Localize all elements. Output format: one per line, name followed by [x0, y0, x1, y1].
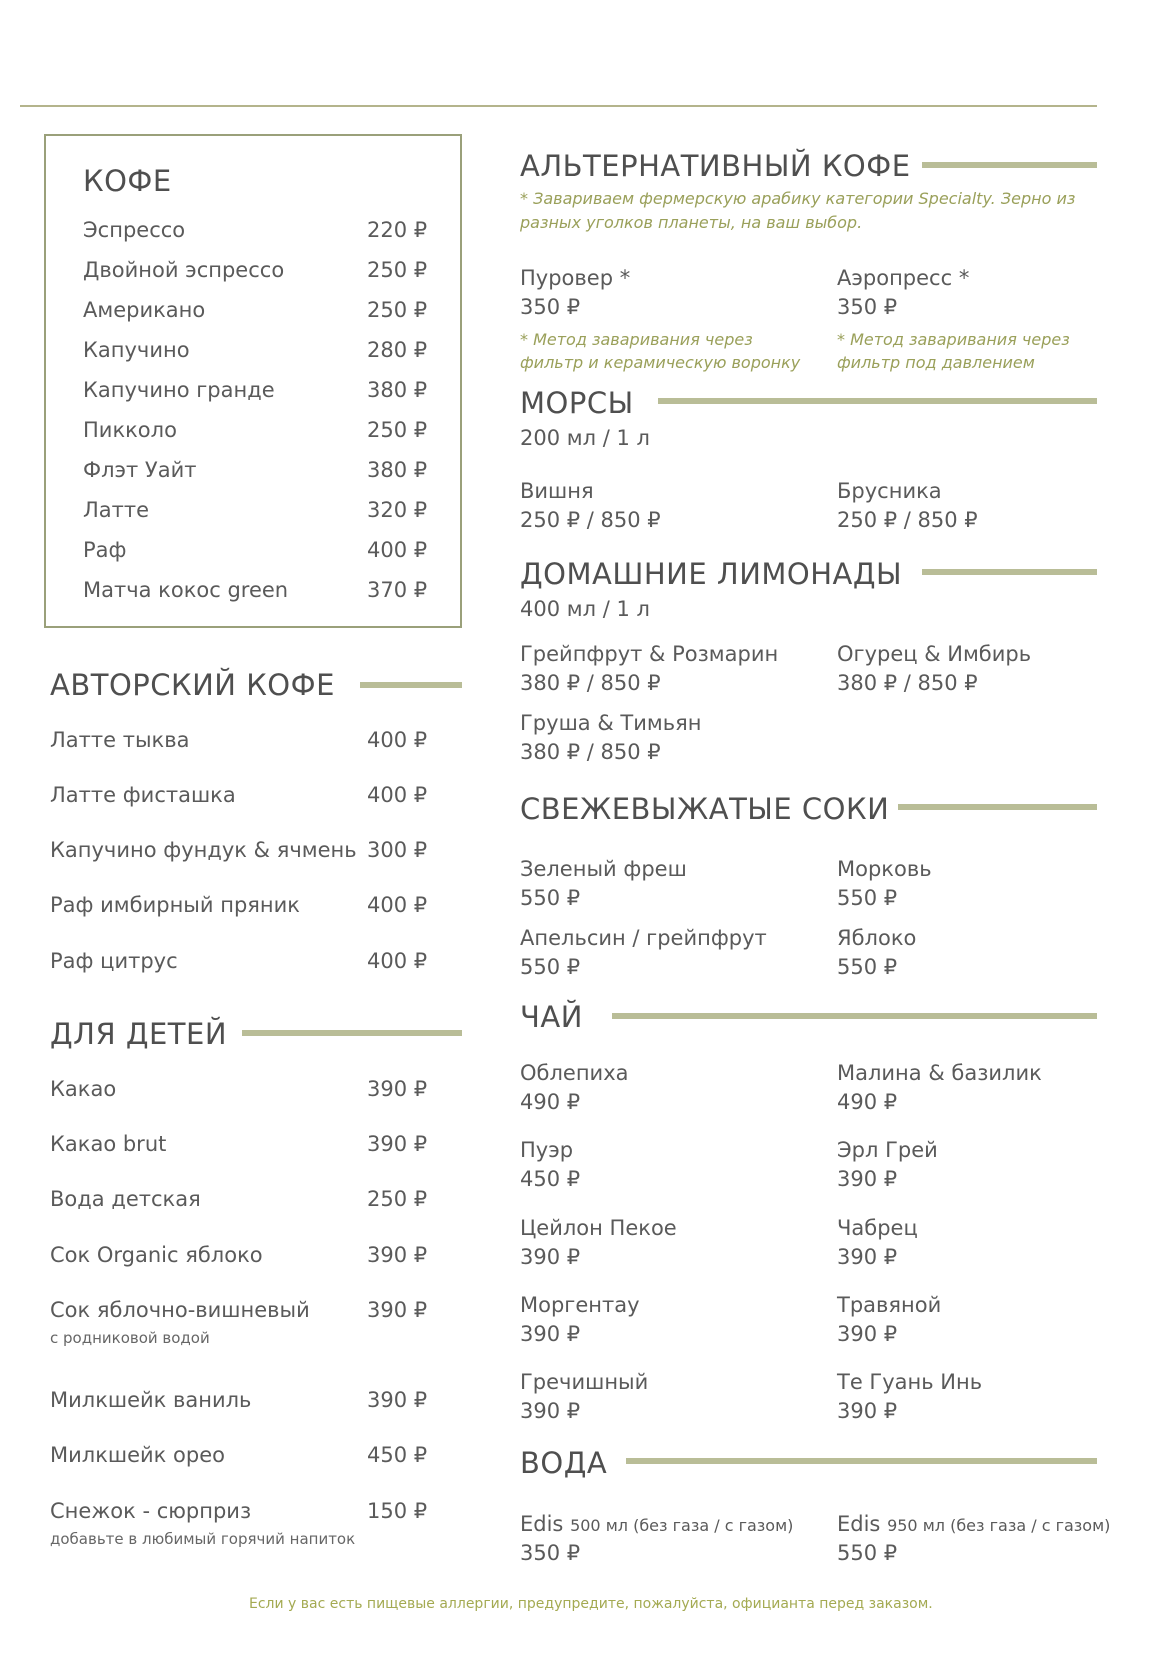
coffee-item-name: Латте [83, 498, 150, 522]
lemonade-item-price: 380 ₽ / 850 ₽ [520, 740, 661, 764]
juice-item-name: Морковь [837, 857, 932, 881]
lemonade-item-name: Груша & Тимьян [520, 711, 702, 735]
kids-item-name: Милкшейк ваниль [50, 1388, 252, 1412]
coffee-title: КОФЕ [83, 164, 172, 198]
tea-item-price: 450 ₽ [520, 1167, 581, 1191]
mors-volume: 200 мл / 1 л [520, 426, 650, 450]
lemonades-title: ДОМАШНИЕ ЛИМОНАДЫ [520, 557, 903, 591]
water-item [520, 1512, 793, 1536]
kids-item-name: Вода детская [50, 1187, 201, 1211]
water-item-price: 550 ₽ [837, 1541, 898, 1565]
tea-item-name: Те Гуань Инь [837, 1370, 983, 1394]
coffee-item-name: Матча кокос green [83, 578, 289, 602]
tea-item-price: 390 ₽ [837, 1399, 898, 1423]
tea-item-name: Травяной [837, 1293, 942, 1317]
mors-item-name: Вишня [520, 479, 594, 503]
coffee-item-name: Двойной эспрессо [83, 258, 285, 282]
tea-item-price: 390 ₽ [837, 1322, 898, 1346]
tea-item-name: Облепиха [520, 1061, 629, 1085]
author-item-name: Раф имбирный пряник [50, 893, 300, 917]
kids-item-price: 250 ₽ [367, 1187, 428, 1211]
water-bar [626, 1458, 1097, 1464]
kids-item-price: 450 ₽ [367, 1443, 428, 1467]
coffee-item-price: 320 ₽ [367, 498, 428, 522]
kids-item-price: 390 ₽ [367, 1298, 428, 1322]
kids-item-name: Какао [50, 1077, 117, 1101]
tea-item-price: 390 ₽ [520, 1399, 581, 1423]
tea-item-name: Моргентау [520, 1293, 640, 1317]
kids-item-price: 390 ₽ [367, 1077, 428, 1101]
coffee-item-price: 280 ₽ [367, 338, 428, 362]
lemonade-item-price: 380 ₽ / 850 ₽ [837, 671, 978, 695]
coffee-item-price: 250 ₽ [367, 418, 428, 442]
author-coffee-bar [360, 682, 462, 688]
tea-item-name: Пуэр [520, 1138, 574, 1162]
coffee-item-price: 370 ₽ [367, 578, 428, 602]
alt-coffee-title: АЛЬТЕРНАТИВНЫЙ КОФЕ [520, 149, 911, 183]
coffee-item-name: Эспрессо [83, 218, 186, 242]
mors-title: МОРСЫ [520, 386, 634, 420]
alt-item-name: Аэропресс * [837, 266, 970, 290]
tea-item-name: Чабрец [837, 1216, 918, 1240]
alt-coffee-note: разных уголков планеты, на ваш выбор. [520, 213, 863, 232]
author-item-price: 400 ₽ [367, 783, 428, 807]
author-item-name: Раф цитрус [50, 949, 178, 973]
kids-bar [242, 1030, 462, 1036]
coffee-item-price: 380 ₽ [367, 458, 428, 482]
mors-item-price: 250 ₽ / 850 ₽ [520, 508, 661, 532]
coffee-item-price: 220 ₽ [367, 218, 428, 242]
coffee-item-price: 380 ₽ [367, 378, 428, 402]
kids-item-name: Сок Organic яблоко [50, 1243, 263, 1267]
mors-item-price: 250 ₽ / 850 ₽ [837, 508, 978, 532]
juice-item-name: Апельсин / грейпфрут [520, 926, 767, 950]
coffee-item-price: 250 ₽ [367, 258, 428, 282]
lemonade-item-name: Грейпфрут & Розмарин [520, 642, 779, 666]
tea-item-name: Малина & базилик [837, 1061, 1042, 1085]
alt-item-note: фильтр и керамическую воронку [520, 353, 801, 372]
alt-item-note: * Метод заваривания через [520, 330, 753, 349]
kids-title: ДЛЯ ДЕТЕЙ [50, 1017, 228, 1051]
water-title: ВОДА [520, 1446, 608, 1480]
coffee-item-name: Американо [83, 298, 206, 322]
water-item-detail: 950 мл (без газа / с газом) [887, 1516, 1111, 1535]
mors-item-name: Брусника [837, 479, 942, 503]
tea-item-name: Эрл Грей [837, 1138, 938, 1162]
water-item-price: 350 ₽ [520, 1541, 581, 1565]
lemonade-item-name: Огурец & Имбирь [837, 642, 1032, 666]
coffee-item-name: Флэт Уайт [83, 458, 197, 482]
alt-item-note: * Метод заваривания через [837, 330, 1070, 349]
tea-item-name: Гречишный [520, 1370, 649, 1394]
alt-item-note: фильтр под давлением [837, 353, 1035, 372]
coffee-item-price: 400 ₽ [367, 538, 428, 562]
mors-bar [658, 398, 1097, 404]
author-item-price: 400 ₽ [367, 949, 428, 973]
kids-item-price: 150 ₽ [367, 1499, 428, 1523]
tea-item-price: 490 ₽ [837, 1090, 898, 1114]
author-item-price: 400 ₽ [367, 893, 428, 917]
juice-item-name: Зеленый фреш [520, 857, 687, 881]
juice-item-price: 550 ₽ [837, 955, 898, 979]
kids-item-name: Милкшейк орео [50, 1443, 225, 1467]
author-item-name: Капучино фундук & ячмень [50, 838, 357, 862]
tea-bar [612, 1013, 1097, 1019]
kids-item-name: Какао brut [50, 1132, 167, 1156]
juices-title: СВЕЖЕВЫЖАТЫЕ СОКИ [520, 792, 890, 826]
tea-item-name: Цейлон Пекое [520, 1216, 677, 1240]
kids-item-name: Сок яблочно-вишневый [50, 1298, 310, 1322]
coffee-item-name: Раф [83, 538, 127, 562]
lemonades-bar [922, 569, 1097, 575]
water-item [837, 1512, 1110, 1536]
coffee-item-name: Капучино гранде [83, 378, 275, 402]
lemonade-item-price: 380 ₽ / 850 ₽ [520, 671, 661, 695]
author-coffee-title: АВТОРСКИЙ КОФЕ [50, 668, 335, 702]
tea-item-price: 390 ₽ [837, 1167, 898, 1191]
water-item-name: Edis [520, 1512, 564, 1536]
coffee-item-price: 250 ₽ [367, 298, 428, 322]
author-item-name: Латте тыква [50, 728, 190, 752]
coffee-item-name: Пикколо [83, 418, 177, 442]
tea-title: ЧАЙ [520, 1000, 583, 1034]
water-item-name: Edis [837, 1512, 881, 1536]
coffee-item-name: Капучино [83, 338, 190, 362]
juice-item-price: 550 ₽ [520, 886, 581, 910]
kids-item-subtitle: с родниковой водой [50, 1329, 210, 1347]
alt-coffee-bar [922, 162, 1097, 168]
tea-item-price: 390 ₽ [520, 1322, 581, 1346]
kids-item-price: 390 ₽ [367, 1388, 428, 1412]
author-item-price: 400 ₽ [367, 728, 428, 752]
juice-item-name: Яблоко [837, 926, 917, 950]
author-item-name: Латте фисташка [50, 783, 236, 807]
kids-item-subtitle: добавьте в любимый горячий напиток [50, 1530, 356, 1548]
alt-item-price: 350 ₽ [837, 295, 898, 319]
tea-item-price: 390 ₽ [837, 1245, 898, 1269]
water-item-detail: 500 мл (без газа / с газом) [570, 1516, 794, 1535]
tea-item-price: 390 ₽ [520, 1245, 581, 1269]
kids-item-price: 390 ₽ [367, 1243, 428, 1267]
alt-item-name: Пуровер * [520, 266, 631, 290]
top-divider [20, 105, 1097, 107]
allergy-footer-note: Если у вас есть пищевые аллергии, предупредите, пожалуйста, официанта перед заказом. [249, 1596, 933, 1612]
kids-item-price: 390 ₽ [367, 1132, 428, 1156]
alt-coffee-note: * Завариваем фермерскую арабику категории Specialty. Зерно из [520, 189, 1076, 208]
author-item-price: 300 ₽ [367, 838, 428, 862]
tea-item-price: 490 ₽ [520, 1090, 581, 1114]
juices-bar [898, 804, 1097, 810]
kids-item-name: Снежок - сюрприз [50, 1499, 252, 1523]
lemonades-volume: 400 мл / 1 л [520, 597, 650, 621]
juice-item-price: 550 ₽ [837, 886, 898, 910]
alt-item-price: 350 ₽ [520, 295, 581, 319]
juice-item-price: 550 ₽ [520, 955, 581, 979]
